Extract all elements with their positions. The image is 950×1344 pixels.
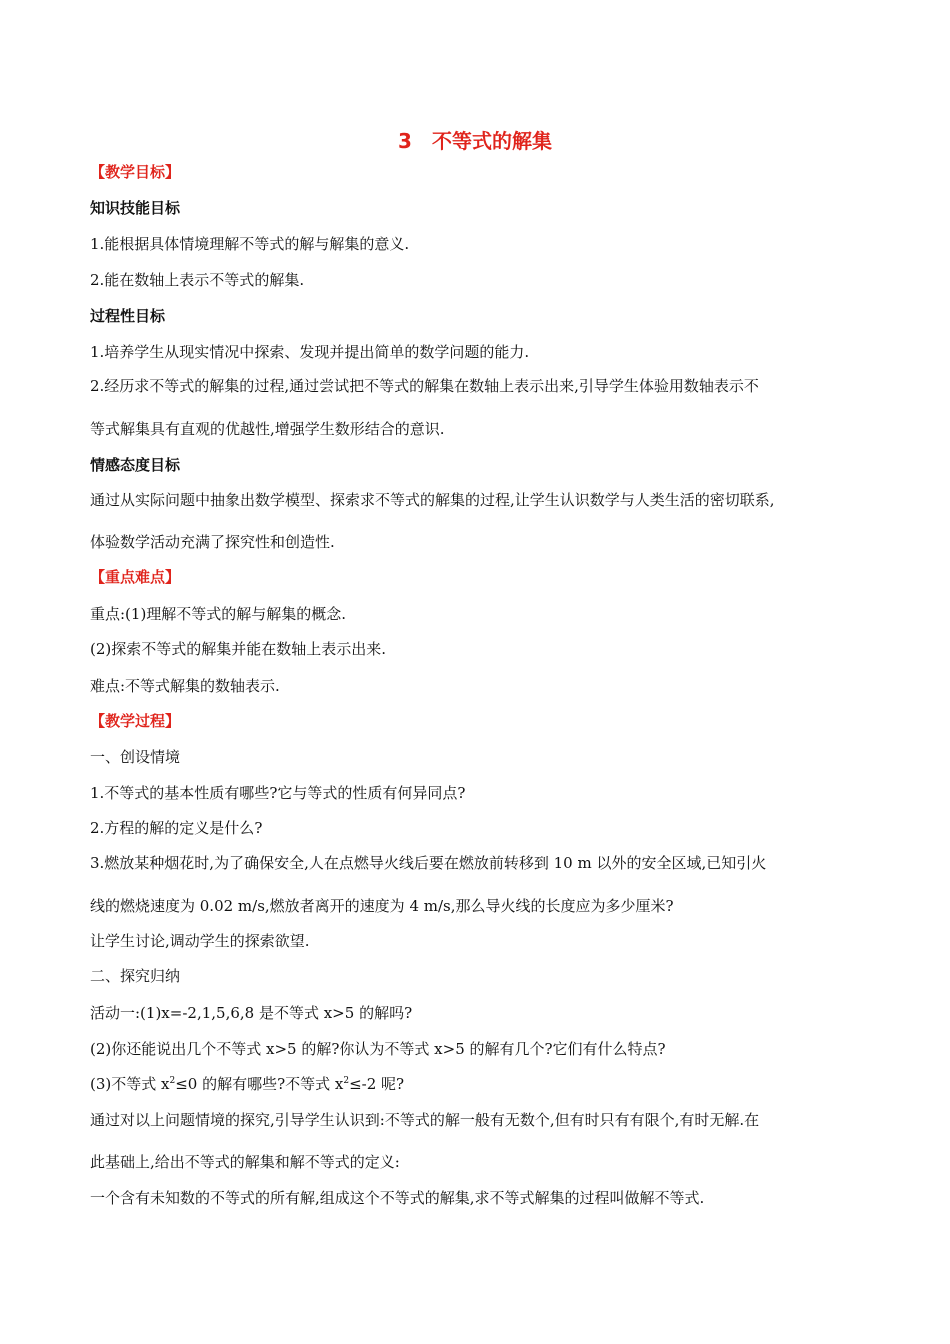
section-heading-goals: 【教学目标】 (90, 163, 181, 181)
text-run: (3)不等式 x (90, 1075, 170, 1093)
paragraph: 1.不等式的基本性质有哪些?它与等式的性质有何异同点? (90, 784, 466, 802)
section-heading-process: 【教学过程】 (90, 712, 181, 730)
text-run: ≤0 的解有哪些?不等式 x (175, 1075, 344, 1093)
subheading-knowledge: 知识技能目标 (90, 199, 181, 217)
superscript: 2 (169, 1076, 176, 1086)
page-title: 3 不等式的解集 (398, 129, 552, 153)
paragraph: 等式解集具有直观的优越性,增强学生数形结合的意识. (90, 420, 445, 438)
paragraph: 通过对以上问题情境的探究,引导学生认识到:不等式的解一般有无数个,但有时只有有限个,有时无解.在 (90, 1111, 760, 1129)
paragraph: 体验数学活动充满了探究性和创造性. (90, 533, 335, 551)
paragraph: 活动一:(1)x=-2,1,5,6,8 是不等式 x>5 的解吗? (90, 1004, 413, 1022)
paragraph: 线的燃烧速度为 0.02 m/s,燃放者离开的速度为 4 m/s,那么导火线的长度应为多少厘米? (90, 897, 674, 915)
paragraph: 3.燃放某种烟花时,为了确保安全,人在点燃导火线后要在燃放前转移到 10 m 以外的安全区域,已知引火 (90, 854, 767, 872)
paragraph: 重点:(1)理解不等式的解与解集的概念. (90, 605, 347, 623)
paragraph: 此基础上,给出不等式的解集和解不等式的定义: (90, 1153, 400, 1171)
text-run: ≤-2 呢? (349, 1075, 405, 1093)
paragraph: (2)你还能说出几个不等式 x>5 的解?你认为不等式 x>5 的解有几个?它们有什么特点? (90, 1040, 666, 1058)
subheading-emotion: 情感态度目标 (90, 456, 181, 474)
section-heading-keypoints: 【重点难点】 (90, 568, 181, 586)
paragraph: 难点:不等式解集的数轴表示. (90, 677, 280, 695)
subheading-process: 过程性目标 (90, 307, 166, 325)
paragraph: 一个含有未知数的不等式的所有解,组成这个不等式的解集,求不等式解集的过程叫做解不等式. (90, 1189, 705, 1207)
paragraph: 通过从实际问题中抽象出数学模型、探索求不等式的解集的过程,让学生认识数学与人类生活的密切联系, (90, 491, 775, 509)
paragraph: 让学生讨论,调动学生的探索欲望. (90, 932, 310, 950)
superscript: 2 (343, 1076, 350, 1086)
paragraph: 一、创设情境 (90, 748, 181, 766)
paragraph: 2.方程的解的定义是什么? (90, 819, 263, 837)
paragraph: 二、探究归纳 (90, 967, 181, 985)
paragraph: 2.能在数轴上表示不等式的解集. (90, 271, 305, 289)
paragraph: 1.能根据具体情境理解不等式的解与解集的意义. (90, 235, 410, 253)
paragraph: 1.培养学生从现实情况中探索、发现并提出简单的数学问题的能力. (90, 343, 530, 361)
paragraph: (2)探索不等式的解集并能在数轴上表示出来. (90, 640, 387, 658)
paragraph: 2.经历求不等式的解集的过程,通过尝试把不等式的解集在数轴上表示出来,引导学生体验用数轴表示不 (90, 377, 759, 395)
paragraph (90, 1074, 404, 1094)
